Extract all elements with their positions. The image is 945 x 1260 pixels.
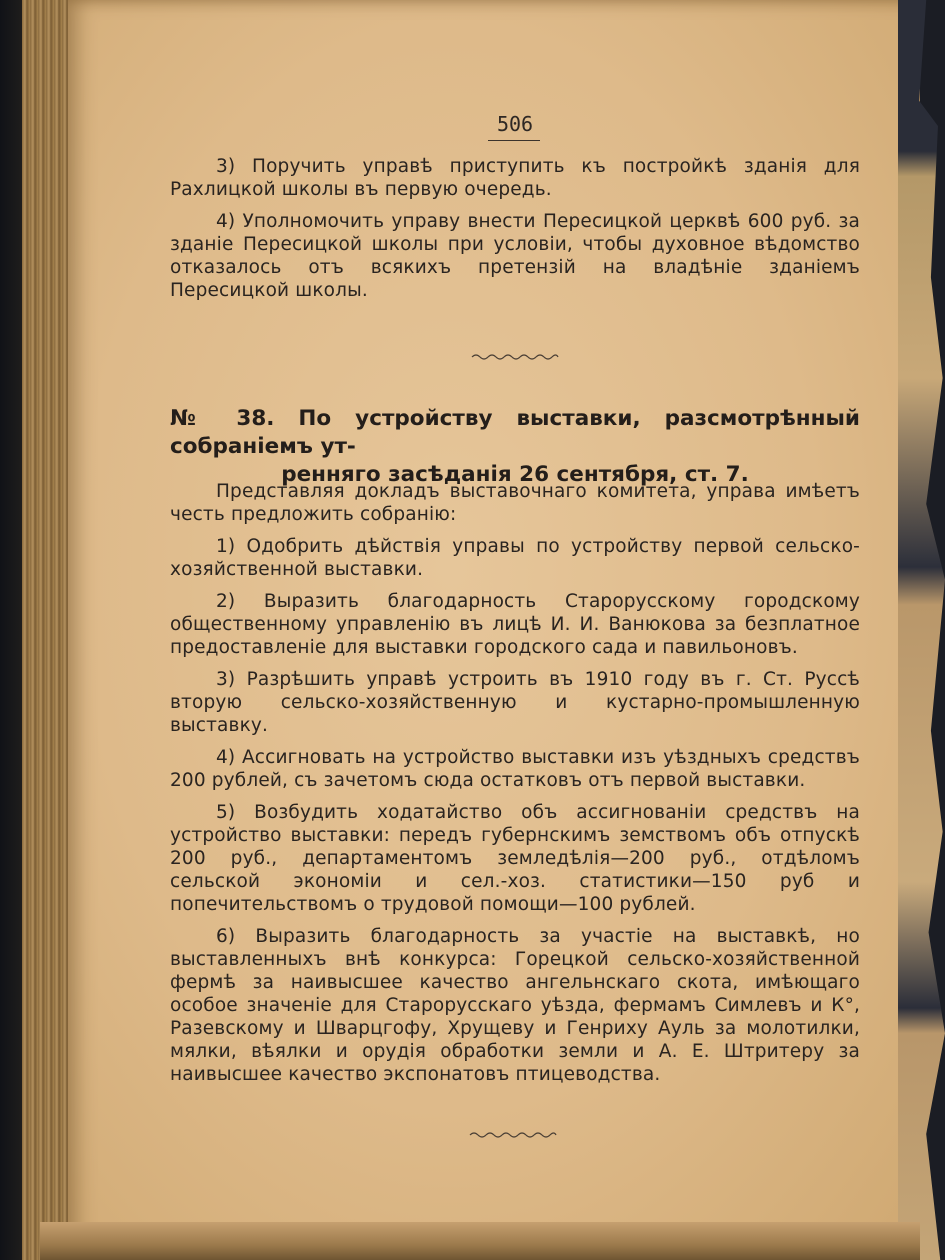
section-heading bbox=[170, 405, 860, 489]
paragraph: 4) Ассигновать на устройство выставки изъ уѣздныхъ средствъ 200 рублей, съ зачетомъ сюда остатковъ отъ первой выставки. bbox=[170, 747, 860, 791]
paragraph: 3) Поручить управѣ приступить къ постройкѣ зданія для Рахлицкой школы въ первую очередь. bbox=[170, 156, 860, 200]
book-bottom-edge bbox=[40, 1222, 920, 1260]
section-body-text bbox=[170, 480, 860, 1095]
paragraph: 3) Разрѣшить управѣ устроить въ 1910 году въ г. Ст. Руссѣ вторую сельско-хозяйственную и кустарно-промышленную выставку. bbox=[170, 669, 860, 736]
page-number-rule bbox=[488, 140, 540, 141]
section-heading-line1: № 38. По устройству выставки, разсмотрѣнный собраніемъ ут- bbox=[170, 406, 860, 459]
section-divider-ornament bbox=[470, 352, 560, 362]
previous-section-text bbox=[170, 155, 860, 311]
paragraph: Представляя докладъ выставочнаго комитета, управа имѣетъ честь предложить собранію: bbox=[170, 481, 860, 525]
end-divider-ornament bbox=[468, 1130, 558, 1140]
paragraph: 6) Выразить благодарность за участіе на выставкѣ, но выставленныхъ внѣ конкурса: Горецкой сельско-хозяйственной фермѣ за наивысшее качество ангельнскаго скота, имѣющаго особое значеніе для Старорусскаго уѣзда, фермамъ Симлевъ и К°, Разевскому и Шварцгофу, Хрущеву и Генриху Ауль за молотилки, мялки, вѣялки и орудія обработки земли и А. Е. Штритеру за наивысшее качество экспонатовъ птицеводства. bbox=[170, 926, 860, 1085]
paragraph: 4) Уполномочить управу внести Пересицкой церквѣ 600 руб. за зданіе Пересицкой школы при условіи, чтобы духовное вѣдомство отказалось отъ всякихъ претензій на владѣніе зданіемъ Пересицкой школы. bbox=[170, 211, 860, 301]
paragraph: 5) Возбудить ходатайство объ ассигнованіи средствъ на устройство выставки: передъ губернскимъ земствомъ объ отпускѣ 200 руб., департаментомъ земледѣлія—200 руб., отдѣломъ сельской экономіи и сел.-хоз. статистики—150 руб и попечительствомъ о трудовой помощи—100 рублей. bbox=[170, 802, 860, 915]
section-heading-line2: ренняго засѣданія 26 сентября, ст. 7. bbox=[281, 462, 749, 487]
paragraph: 2) Выразить благодарность Старорусскому городскому общественному управленію въ лицѣ И. И. Ванюкова за безплатное предоставленіе для выставки городского сада и павильоновъ. bbox=[170, 591, 860, 658]
page-number: 506 bbox=[496, 112, 534, 136]
paragraph: 1) Одобрить дѣйствія управы по устройству первой сельско-хозяйственной выставки. bbox=[170, 536, 860, 580]
torn-page-edge bbox=[898, 0, 945, 1260]
